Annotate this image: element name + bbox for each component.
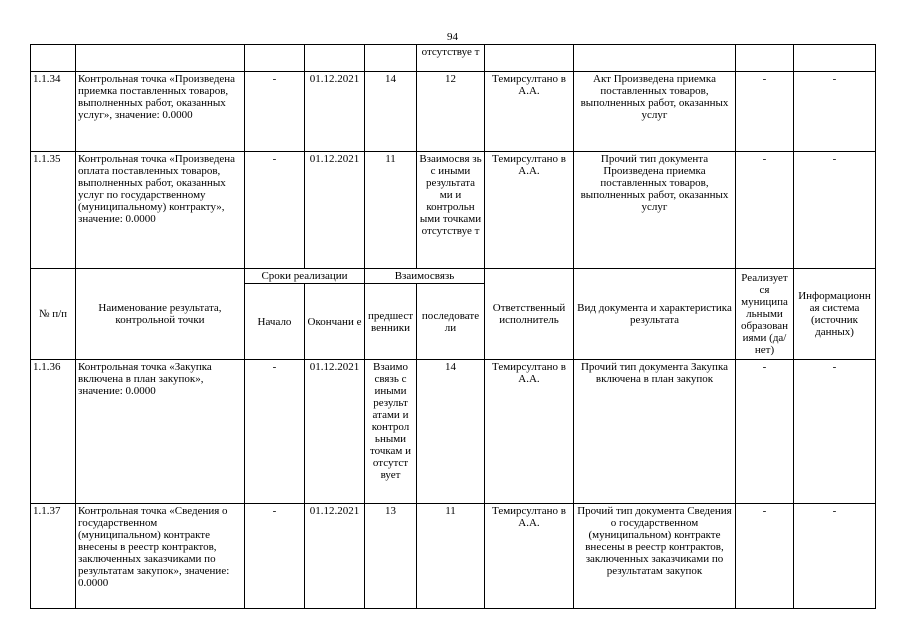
page-number: 94 bbox=[447, 31, 458, 43]
row-start bbox=[245, 45, 305, 72]
row-responsible bbox=[485, 45, 574, 72]
table-row bbox=[31, 504, 876, 609]
header-end: Окончани е bbox=[305, 284, 365, 360]
row-number: 1.1.36 bbox=[31, 360, 76, 504]
row-document: Прочий тип документа Закупка включена в план закупок bbox=[574, 360, 736, 504]
row-info-system: - bbox=[794, 504, 876, 609]
row-predecessors: 14 bbox=[365, 72, 417, 152]
row-predecessors: 13 bbox=[365, 504, 417, 609]
row-number: 1.1.35 bbox=[31, 152, 76, 269]
table-row bbox=[31, 72, 876, 152]
row-document: Прочий тип документа Произведена приемка поставленных товаров, выполненных работ, оказанных услуг bbox=[574, 152, 736, 269]
results-table bbox=[30, 44, 876, 609]
row-successors: 14 bbox=[417, 360, 485, 504]
row-name: Контрольная точка «Произведена приемка поставленных товаров, выполненных работ, оказанных услуг», значение: 0.0000 bbox=[76, 72, 245, 152]
row-end bbox=[305, 45, 365, 72]
row-end: 01.12.2021 bbox=[305, 504, 365, 609]
row-predecessors bbox=[365, 45, 417, 72]
row-name: Контрольная точка «Закупка включена в план закупок», значение: 0.0000 bbox=[76, 360, 245, 504]
header-info-system: Информационн ая система (источник данных) bbox=[794, 269, 876, 360]
row-implemented: - bbox=[736, 72, 794, 152]
header-start: Начало bbox=[245, 284, 305, 360]
row-predecessors: 11 bbox=[365, 152, 417, 269]
row-end: 01.12.2021 bbox=[305, 72, 365, 152]
header-predecessors: предшест венники bbox=[365, 284, 417, 360]
row-start: - bbox=[245, 152, 305, 269]
row-successors: 11 bbox=[417, 504, 485, 609]
row-info-system: - bbox=[794, 72, 876, 152]
row-end: 01.12.2021 bbox=[305, 360, 365, 504]
row-responsible: Темирсултано в А.А. bbox=[485, 360, 574, 504]
row-number: 1.1.34 bbox=[31, 72, 76, 152]
row-start: - bbox=[245, 72, 305, 152]
table-row bbox=[31, 152, 876, 269]
row-implemented: - bbox=[736, 504, 794, 609]
row-number bbox=[31, 45, 76, 72]
row-name: Контрольная точка «Сведения о государственном (муниципальном) контракте внесены в реестр контрактов, заключенных заказчиками по результатам закупок», значение: 0.0000 bbox=[76, 504, 245, 609]
row-name: Контрольная точка «Произведена оплата поставленных товаров, выполненных работ, оказанных услуг по государственному (муниципальному) контракту», значение: 0.0000 bbox=[76, 152, 245, 269]
row-responsible: Темирсултано в А.А. bbox=[485, 504, 574, 609]
row-implemented: - bbox=[736, 360, 794, 504]
row-implemented bbox=[736, 45, 794, 72]
header-successors: последовате ли bbox=[417, 284, 485, 360]
row-info-system: - bbox=[794, 152, 876, 269]
row-info-system: - bbox=[794, 360, 876, 504]
header-document: Вид документа и характеристика результата bbox=[574, 269, 736, 360]
row-document: Акт Произведена приемка поставленных товаров, выполненных работ, оказанных услуг bbox=[574, 72, 736, 152]
header-responsible: Ответственный исполнитель bbox=[485, 269, 574, 360]
header-number: № п/п bbox=[31, 269, 76, 360]
row-document: Прочий тип документа Сведения о государственном (муниципальном) контракте внесены в реестр контрактов, заключенных заказчиками по результатам закупок bbox=[574, 504, 736, 609]
row-responsible: Темирсултано в А.А. bbox=[485, 72, 574, 152]
table-header-row bbox=[31, 269, 876, 284]
row-successors: 12 bbox=[417, 72, 485, 152]
row-end: 01.12.2021 bbox=[305, 152, 365, 269]
row-successors: Взаимосвя зь с иными результата ми и контрольн ыми точками отсутствуе т bbox=[417, 152, 485, 269]
header-name: Наименование результата, контрольной точки bbox=[76, 269, 245, 360]
table-row bbox=[31, 360, 876, 504]
header-implemented: Реализует ся муниципа льными образован иями (да/нет) bbox=[736, 269, 794, 360]
row-info-system bbox=[794, 45, 876, 72]
row-successors: отсутствуе т bbox=[417, 45, 485, 72]
row-start: - bbox=[245, 504, 305, 609]
row-predecessors: Взаимо связь с иными результ атами и контрол ьными точкам и отсутст вует bbox=[365, 360, 417, 504]
row-implemented: - bbox=[736, 152, 794, 269]
row-responsible: Темирсултано в А.А. bbox=[485, 152, 574, 269]
row-name bbox=[76, 45, 245, 72]
row-number: 1.1.37 bbox=[31, 504, 76, 609]
row-start: - bbox=[245, 360, 305, 504]
header-relation: Взаимосвязь bbox=[365, 269, 485, 284]
table-row bbox=[31, 45, 876, 72]
row-document bbox=[574, 45, 736, 72]
header-terms: Сроки реализации bbox=[245, 269, 365, 284]
